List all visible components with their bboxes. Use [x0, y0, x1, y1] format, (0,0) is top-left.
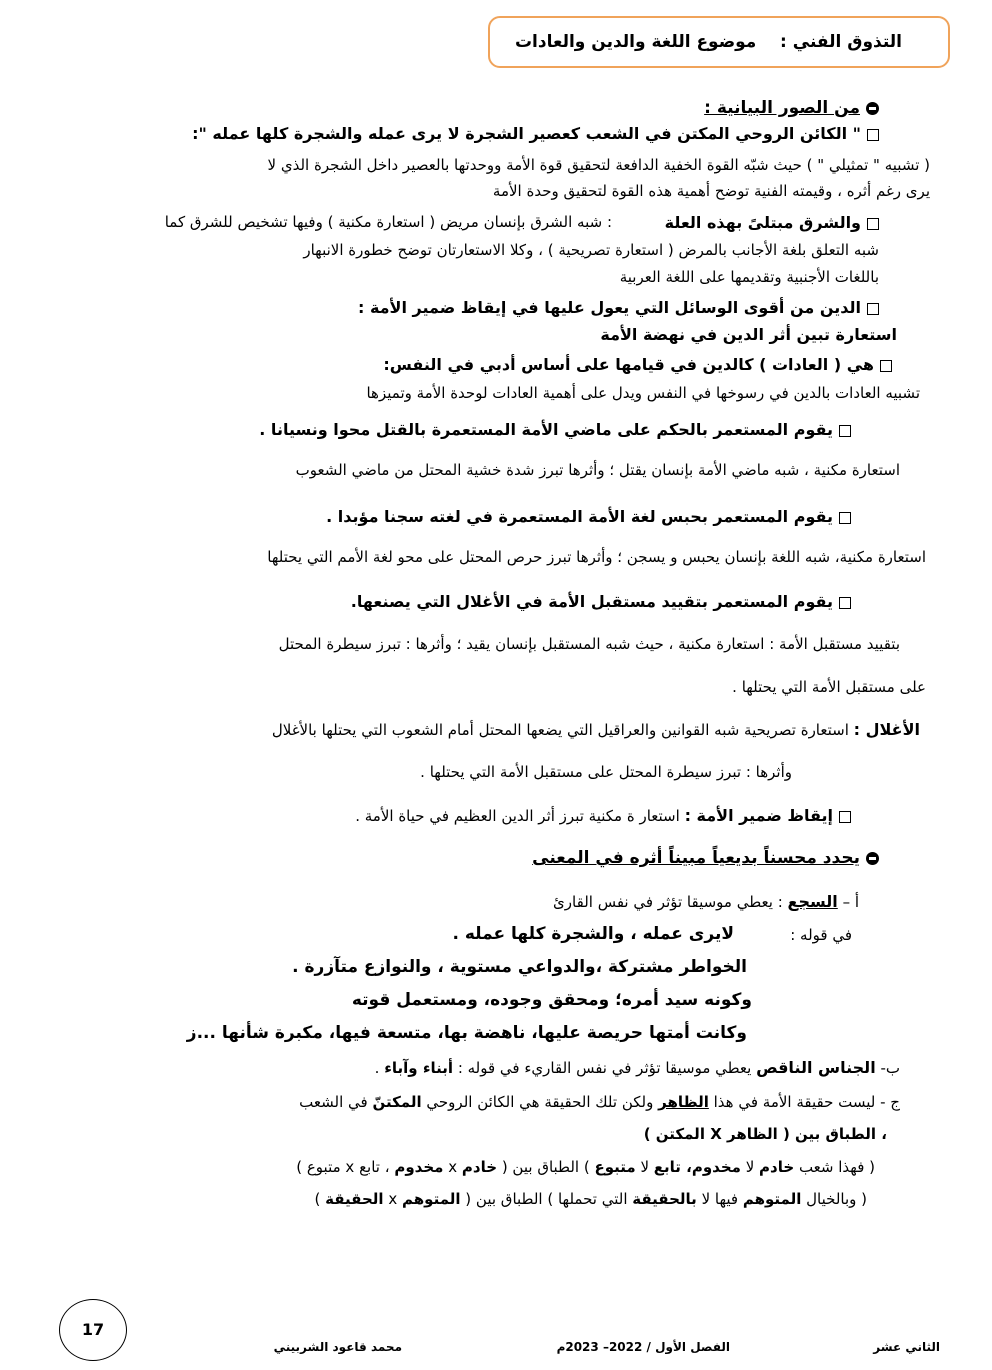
explanation-2b: شبه التعلق بلغة الأجانب بالمرض ( استعارة تصريحية ) ، وكلا الاستعارتان توضح خطورة الانبهار	[303, 241, 879, 259]
explanation-6: استعارة مكنية، شبه اللغة بإنسان يحبس و يسجن ؛ وأثرها تبرز حرص المحتل على محو لغة الأمم التي يحتلها	[267, 548, 926, 566]
explanation-2a: : شبه الشرق بإنسان مريض ( استعارة مكنية ) وفيها تشخيص للشرق كما	[164, 213, 612, 231]
title-box	[488, 16, 950, 68]
tibaq-line-2: ، الطباق بين ( الظاهر X المكتن )	[643, 1125, 887, 1143]
checkbox-icon	[867, 129, 879, 141]
bullet-icon	[866, 852, 879, 865]
title-label: التذوق الفني :	[780, 32, 902, 52]
checkbox-icon	[839, 597, 851, 609]
quote-2: والشرق مبتلىً بهذه العلة	[665, 213, 879, 232]
checkbox-icon	[839, 425, 851, 437]
saj-example-1: لايرى عمله ، والشجرة كلها عمله .	[452, 924, 734, 944]
section1-heading: من الصور البيانية :	[704, 98, 879, 118]
aghlal-effect: وأثرها : تبرز سيطرة المحتل على مستقبل الأمة التي يحتلها .	[420, 763, 792, 781]
quote-7: يقوم المستعمر بتقييد مستقبل الأمة في الأغلال التي يصنعها.	[351, 592, 851, 611]
jinas-line: ب- الجناس الناقص يعطي موسيقا تؤثر في نفس القاريء في قوله : أبناء وآباء .	[374, 1058, 900, 1077]
saj-intro: في قوله :	[790, 926, 852, 944]
checkbox-icon	[839, 811, 851, 823]
tibaq-line-4: ( وبالخيال المتوهم فيها لا بالحقيقة التي تحملها ) الطباق بين ( المتوهم x الحقيقة )	[314, 1190, 867, 1208]
tibaq-line-1: ج - ليست حقيقة الأمة في هذا الظاهر ولكن تلك الحقيقة هي الكائن الروحي المكتنّ في الشعب	[299, 1093, 900, 1111]
checkbox-icon	[880, 360, 892, 372]
explanation-7b: على مستقبل الأمة التي يحتلها .	[732, 678, 926, 696]
explanation-4: تشبيه العادات بالدين في رسوخها في النفس ويدل على أهمية العادات لوحدة الأمة وتميزها	[366, 384, 920, 402]
explanation-1a: ( تشبيه " تمثيلي " ) حيث شبّه القوة الخفية الدافعة لتحقيق قوة الأمة ووحدتها بالعصير داخل الشجرة الذي لا	[267, 156, 930, 174]
section2-heading: يحدد محسناً بديعياً مبيناً أثره في المعنى	[532, 848, 879, 868]
checkbox-icon	[867, 218, 879, 230]
aghlal-line: الأغلال : استعارة تصريحية شبه القوانين والعراقيل التي يضعها المحتل أمام الشعوب التي يحتلها بالأغلال	[271, 720, 920, 739]
explanation-5: استعارة مكنية ، شبه ماضي الأمة بإنسان يقتل ؛ وأثرها تبرز شدة خشية المحتل من ماضي الشعوب	[295, 461, 900, 479]
footer-term: الفصل الأول / 2022– 2023م	[556, 1340, 730, 1354]
tibaq-line-3: ( فهذا شعب خادم لا مخدوم، تابع لا متبوع ) الطباق بين ( خادم x مخدوم ، تابع x متبوع )	[296, 1158, 875, 1176]
page-number: 17	[59, 1299, 127, 1361]
checkbox-icon	[839, 512, 851, 524]
explanation-2c: باللغات الأجنبية وتقديمها على اللغة العربية	[619, 268, 879, 286]
footer-author: محمد قاعود الشربيني	[273, 1340, 402, 1354]
footer-grade: الثاني عشر	[873, 1340, 940, 1354]
saj-example-4: وكانت أمتها حريصة عليها، ناهضة بها، متسعة فيها، مكبرة شأنها ...ز	[186, 1023, 747, 1043]
quote-5: يقوم المستعمر بالحكم على ماضي الأمة المستعمرة بالقتل محوا ونسيانا .	[259, 420, 851, 439]
quote-3: الدين من أقوى الوسائل التي يعول عليها في إيقاظ ضمير الأمة :	[358, 298, 879, 317]
saj-example-2: الخواطر مشتركة ،والدواعي مستوية ، والنوازع متآزرة .	[292, 957, 747, 977]
title-topic: موضوع اللغة والدين والعادات	[514, 32, 757, 52]
iqaz-line: إيقاظ ضمير الأمة : استعار ة مكنية تبرز أثر الدين العظيم في حياة الأمة .	[355, 806, 851, 825]
saj-example-3: وكونه سيد أمره؛ ومحقق وجوده، ومستعمل قوته	[351, 990, 752, 1010]
saj-line: أ – السجع : يعطي موسيقا تؤثر في نفس القارئ	[553, 892, 859, 911]
quote-4: هي ( العادات ) كالدين في قيامها على أساس أدبي في النفس:	[383, 355, 892, 374]
bullet-icon	[866, 102, 879, 115]
quote-6: يقوم المستعمر بحبس لغة الأمة المستعمرة في لغته سجنا مؤبدا .	[326, 507, 851, 526]
checkbox-icon	[867, 303, 879, 315]
quote-1: " الكائن الروحي المكتن في الشعب كعصير الشجرة لا يرى عمله والشجرة كلها عمله ":	[192, 124, 879, 143]
explanation-7a: بتقييد مستقبل الأمة : استعارة مكنية ، حيث شبه المستقبل بإنسان يقيد ؛ وأثرها : تبرز سيطرة المحتل	[278, 635, 900, 653]
explanation-1b: يرى رغم أثره ، وقيمته الفنية توضح أهمية هذه القوة لتحقيق وحدة الأمة	[492, 182, 930, 200]
explanation-3: استعارة تبين أثر الدين في نهضة الأمة	[600, 325, 897, 344]
page-title	[515, 32, 902, 52]
